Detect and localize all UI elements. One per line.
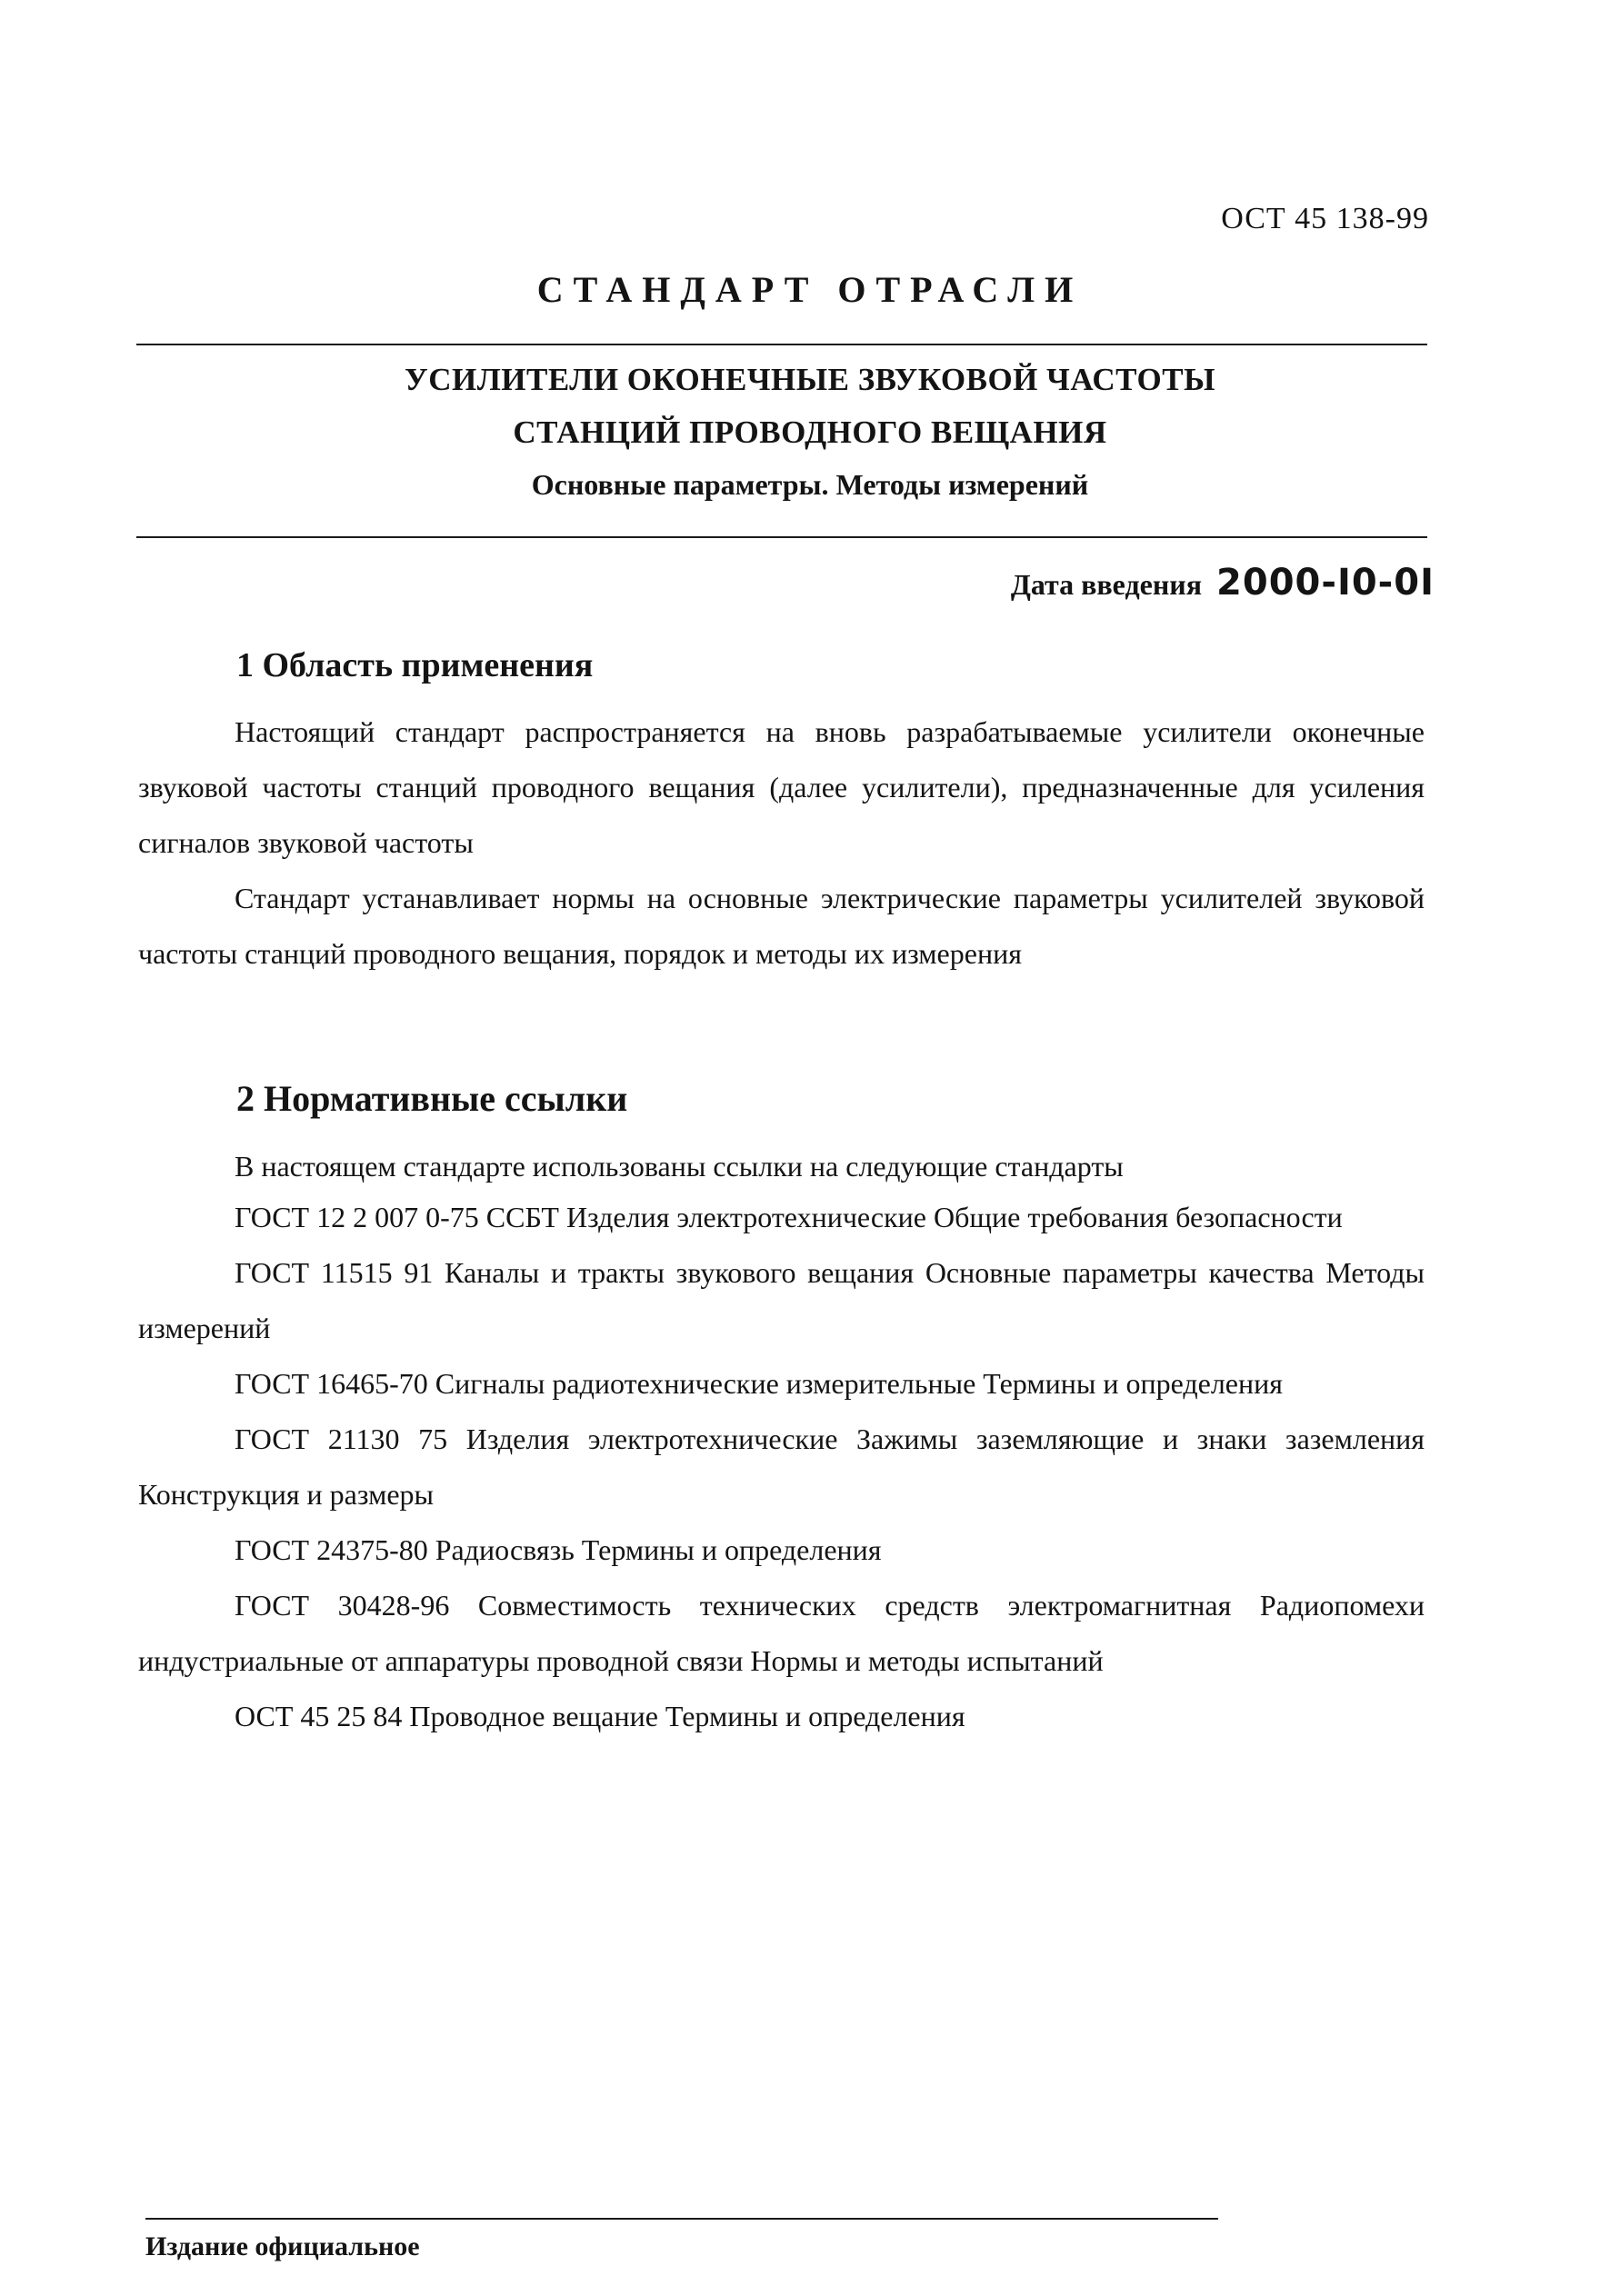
- section-2-heading: 2 Нормативные ссылки: [236, 1078, 628, 1119]
- document-title-line-1: УСИЛИТЕЛИ ОКОНЕЧНЫЕ ЗВУКОВОЙ ЧАСТОТЫ: [405, 362, 1215, 397]
- introduction-date-label: Дата введения: [1010, 568, 1203, 601]
- document-title-line-2: СТАНЦИЙ ПРОВОДНОГО ВЕЩАНИЯ: [513, 414, 1107, 450]
- standard-type-heading: СТАНДАРТ ОТРАСЛИ: [536, 269, 1084, 310]
- reference-item: ГОСТ 12 2 007 0-75 ССБТ Изделия электротехнические Общие требования безопасности: [235, 1201, 1343, 1233]
- document-code: ОСТ 45 138-99: [1221, 202, 1429, 235]
- footer-divider: [145, 2218, 1218, 2220]
- section-1-paragraph-1: Настоящий стандарт распространяется на вновь разрабатываемые усилители оконечные звуковой частоты станций проводного вещания (далее усилители), предназначенные для усиления сигналов звуковой частоты: [138, 715, 1425, 859]
- reference-item: ГОСТ 11515 91 Каналы и тракты звукового вещания Основные параметры качества Методы измерений: [138, 1256, 1425, 1344]
- document-subtitle: Основные параметры. Методы измерений: [531, 468, 1089, 501]
- reference-item: ГОСТ 16465-70 Сигналы радиотехнические измерительные Термины и определения: [235, 1367, 1283, 1400]
- introduction-date: [1011, 562, 1435, 604]
- reference-item: ГОСТ 30428-96 Совместимость технических средств электромагнитная Радиопомехи индустриальные от аппаратуры проводной связи Нормы и методы испытаний: [138, 1589, 1425, 1677]
- section-1-heading: 1 Облaсть применения: [236, 646, 594, 684]
- reference-item: ОСТ 45 25 84 Проводное вещание Термины и определения: [235, 1700, 965, 1732]
- references-list: [138, 1190, 1425, 1744]
- top-divider: [136, 344, 1427, 345]
- section-1-paragraph-2: Стандарт устанавливает нормы на основные электрические параметры усилителей звуковой частоты станций проводного вещания, порядок и методы их измерения: [138, 882, 1425, 970]
- title-divider: [136, 536, 1427, 538]
- official-edition-note: Издание официальное: [145, 2231, 420, 2261]
- references-intro: В настоящем стандарте использованы ссылки на следующие стандарты: [235, 1150, 1124, 1183]
- introduction-date-value: 2000-I0-0I: [1216, 562, 1435, 604]
- reference-item: ГОСТ 24375-80 Радиосвязь Термины и определения: [235, 1533, 882, 1566]
- reference-item: ГОСТ 21130 75 Изделия электротехнические Зажимы заземляющие и знаки заземления Конструкция и размеры: [138, 1423, 1425, 1511]
